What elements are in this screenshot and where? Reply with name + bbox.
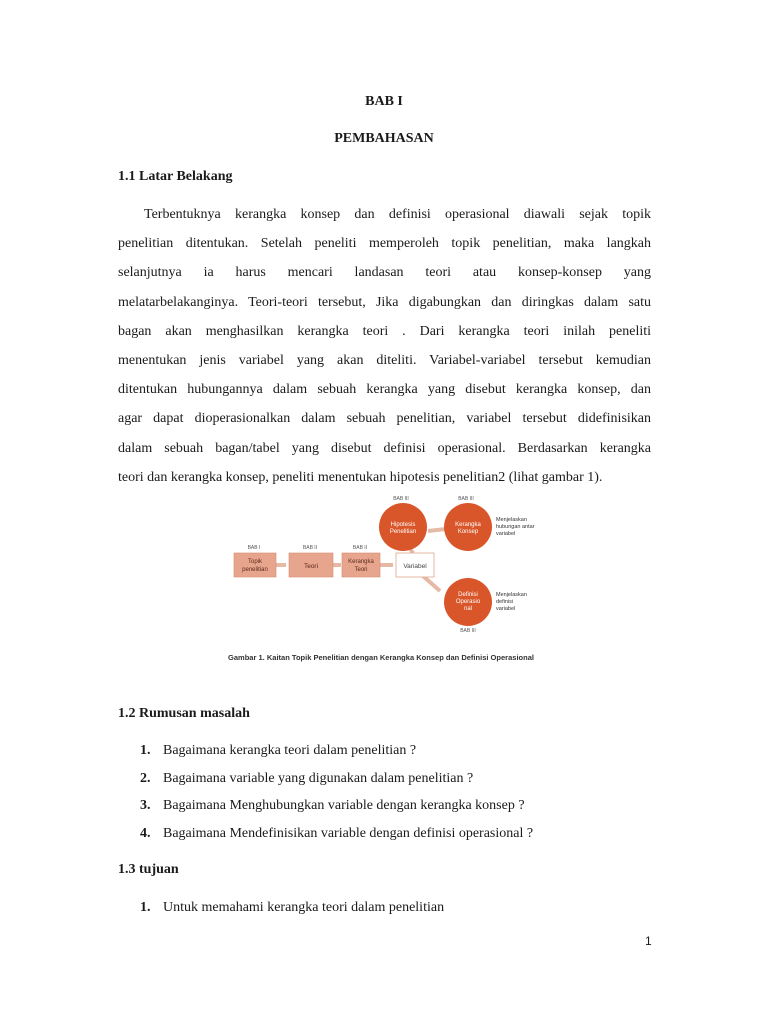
paragraph-line: menentukan jenis variabel yang akan diteliti. Variabel-variabel tersebut kemudian [118, 353, 651, 369]
section-heading-tujuan: 1.3 tujuan [118, 862, 179, 877]
svg-text:penelitian: penelitian [242, 567, 268, 573]
note-kerangka-konsep [496, 517, 535, 537]
svg-text:Teori: Teori [354, 567, 368, 573]
note-definisi-operasional [496, 592, 527, 612]
section-heading-rumusan-masalah: 1.2 Rumusan masalah [118, 706, 250, 721]
list-text: Bagaimana Mendefinisikan variable dengan definisi operasional ? [163, 825, 534, 841]
circle-definisi-operasional [444, 578, 492, 634]
svg-text:Kerangka: Kerangka [455, 522, 481, 528]
svg-text:variabel: variabel [496, 531, 516, 537]
paragraph-line: dalam sebuah bagan/tabel yang disebut definisi operasional. Berdasarkan kerangka [118, 440, 651, 456]
list-number: 1. [140, 743, 151, 758]
box-kerangka-teori [342, 545, 380, 577]
list-item [140, 771, 533, 799]
svg-text:nal: nal [463, 606, 473, 612]
svg-text:BAB III: BAB III [460, 628, 476, 634]
figure-1-diagram [228, 492, 548, 664]
paragraph-line: penelitian ditentukan. Setelah peneliti memperoleh topik penelitian, maka langkah [118, 236, 651, 252]
page-number: 1 [645, 934, 652, 948]
paragraph-line: ditentukan hubungannya dalam sebuah kerangka yang disebut kerangka konsep, dan [118, 382, 651, 398]
tujuan-list [140, 900, 444, 928]
svg-text:Hipotesis: Hipotesis [390, 522, 416, 528]
list-item [140, 900, 444, 928]
section-heading-latar-belakang: 1.1 Latar Belakang [118, 169, 233, 184]
svg-text:Penelitian: Penelitian [389, 529, 417, 535]
svg-text:BAB II: BAB II [352, 545, 368, 551]
paragraph-line: bagan akan menghasilkan kerangka teori . Dari kerangka teori inilah peneliti [118, 323, 651, 339]
svg-text:Konsep: Konsep [457, 529, 479, 535]
list-number: 3. [140, 798, 151, 813]
paragraph-line: teori dan kerangka konsep, peneliti menentukan hipotesis penelitian2 (lihat gambar 1). [118, 469, 603, 485]
list-number: 2. [140, 770, 151, 786]
list-text: Bagaimana kerangka teori dalam penelitian ? [163, 743, 417, 758]
list-number: 4. [140, 825, 151, 841]
svg-text:hubungan antar: hubungan antar [496, 524, 535, 530]
svg-text:Variabel: Variabel [403, 563, 427, 570]
svg-text:BAB I: BAB I [247, 545, 261, 551]
svg-text:definisi: definisi [496, 599, 514, 605]
svg-text:variabel: variabel [496, 606, 516, 612]
chapter-label: BAB I [365, 94, 403, 109]
paragraph-line: agar dapat dioperasionalkan dalam sebuah penelitian, variabel tersebut didefinisikan [118, 411, 651, 427]
list-text: Untuk memahami kerangka teori dalam penelitian [163, 900, 445, 915]
circle-kerangka-konsep [444, 496, 492, 551]
list-number: 1. [140, 900, 151, 915]
background-paragraph [118, 200, 651, 492]
chapter-title: PEMBAHASAN [334, 131, 434, 146]
svg-text:Definisi: Definisi [458, 592, 478, 598]
list-text: Bagaimana Menghubungkan variable dengan kerangka konsep ? [163, 798, 525, 813]
paragraph-line: melatarbelakanginya. Teori-teori tersebut, Jika digabungkan dan diringkas dalam satu [118, 294, 651, 310]
paragraph-line: Terbentuknya kerangka konsep dan definisi operasional diawali sejak topik [144, 207, 651, 222]
svg-text:Menjelaskan: Menjelaskan [496, 592, 527, 598]
figure-caption: Gambar 1. Kaitan Topik Penelitian dengan Kerangka Konsep dan Definisi Operasional [228, 653, 534, 662]
svg-text:Menjelaskan: Menjelaskan [496, 517, 527, 523]
rumusan-masalah-list [140, 743, 533, 853]
circle-hipotesis-penelitian [379, 496, 427, 551]
list-item [140, 798, 533, 826]
svg-text:Teori: Teori [303, 563, 319, 570]
svg-text:BAB III: BAB III [458, 496, 474, 502]
list-item [140, 826, 533, 854]
box-topik-penelitian [234, 545, 276, 577]
svg-text:Operasio: Operasio [455, 599, 481, 605]
list-text: Bagaimana variable yang digunakan dalam penelitian ? [163, 770, 474, 786]
list-item [140, 743, 533, 771]
box-variabel [396, 553, 434, 577]
paragraph-line: selanjutnya ia harus mencari landasan teori atau konsep-konsep yang [118, 265, 651, 281]
svg-text:BAB II: BAB II [302, 545, 318, 551]
svg-text:Kerangka: Kerangka [348, 559, 374, 565]
svg-text:Topik: Topik [247, 559, 263, 565]
svg-text:BAB III: BAB III [393, 496, 409, 502]
box-teori [289, 545, 333, 577]
